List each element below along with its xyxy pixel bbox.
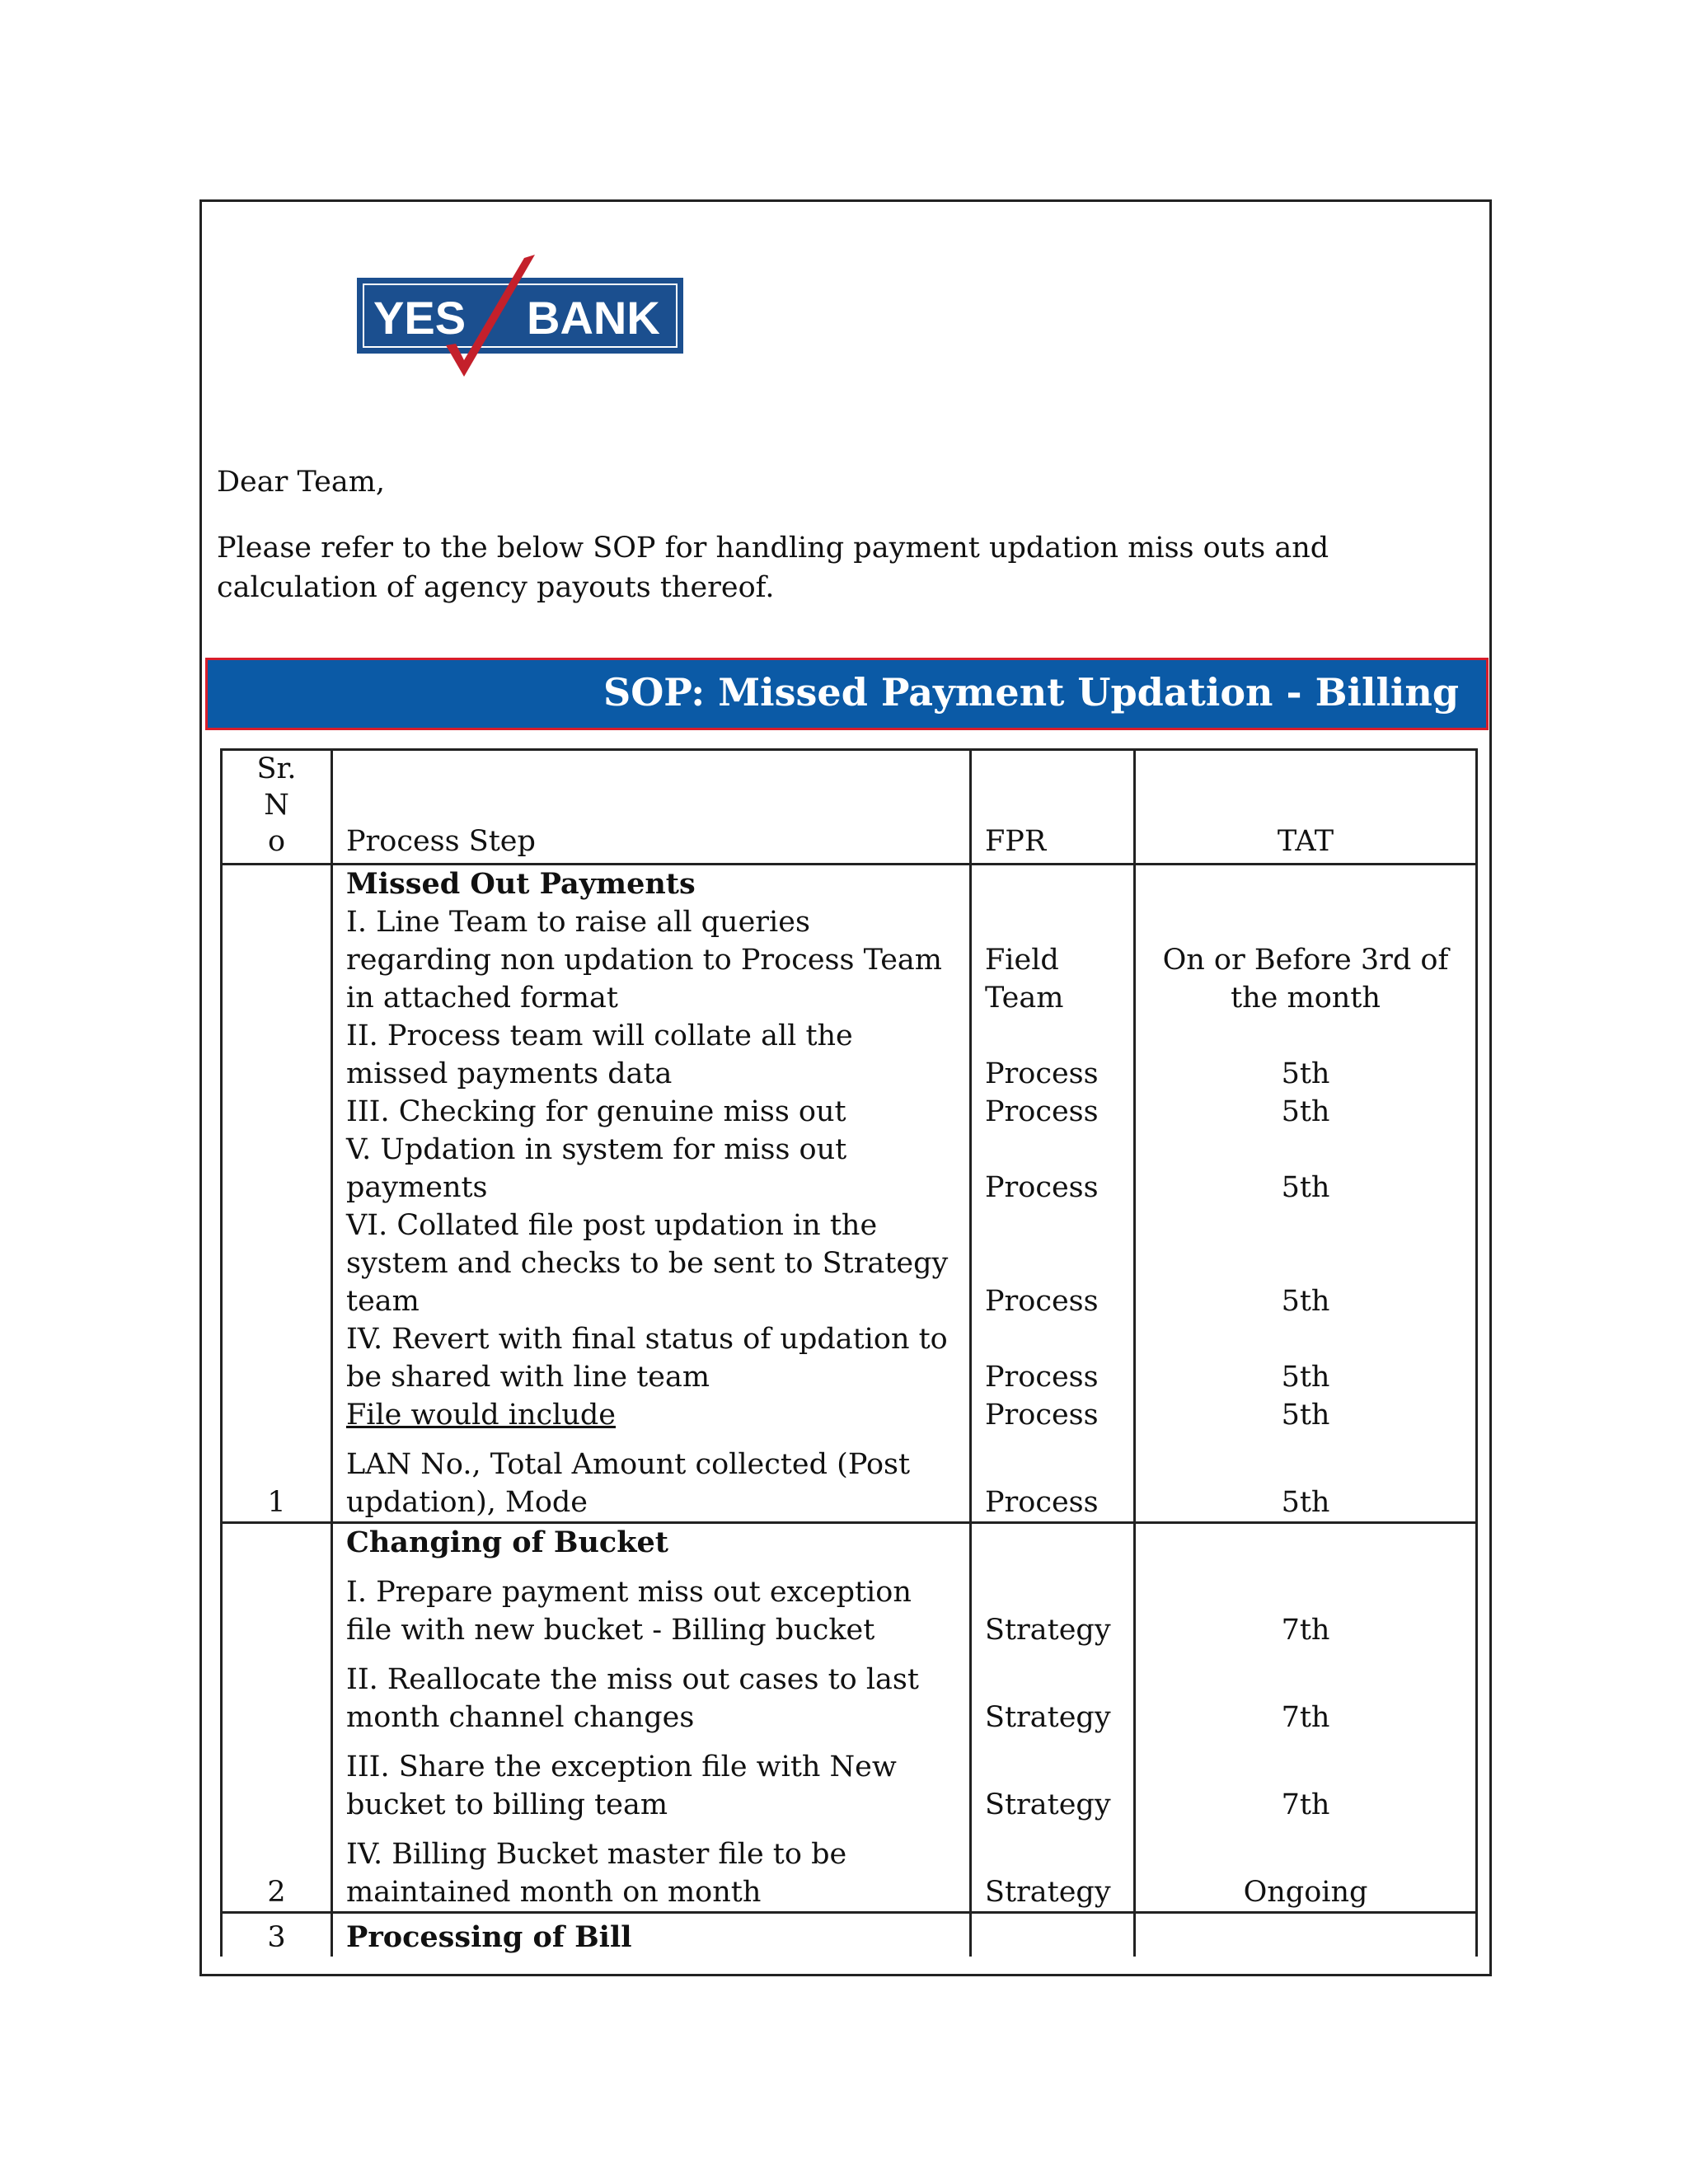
step-fpr: Process [971, 1017, 1135, 1093]
table-row [222, 1207, 1477, 1320]
intro-paragraph: Please refer to the below SOP for handling payment updation miss outs and calculation of agency payouts thereof. [217, 532, 1329, 604]
step-text: III. Share the exception file with New bucket to billing team [332, 1736, 971, 1824]
step-text: IV. Billing Bucket master file to be maintained month on month [332, 1824, 971, 1913]
step-text: IV. Revert with final status of updation to be shared with line team [332, 1320, 971, 1396]
document-frame [199, 199, 1492, 1976]
step-fpr: Process [971, 1131, 1135, 1207]
step-fpr: Process [971, 1207, 1135, 1320]
header-tat: TAT [1135, 750, 1477, 865]
table-row [222, 1017, 1477, 1093]
step-fpr: Process [971, 1396, 1135, 1434]
step-tat: 5th [1135, 1017, 1477, 1093]
logo-left-word: YES [373, 292, 467, 344]
step-text: VI. Collated file post updation in the system and checks to be sent to Strategy team [332, 1207, 971, 1320]
sop-banner [205, 658, 1489, 730]
step-fpr: Process [971, 1320, 1135, 1396]
step-text: II. Process team will collate all the missed payments data [332, 1017, 971, 1093]
table-row [222, 1736, 1477, 1824]
step-tat: 7th [1135, 1562, 1477, 1649]
step-text: LAN No., Total Amount collected (Post updation), Mode [332, 1434, 971, 1523]
section-number: 2 [222, 1523, 332, 1913]
step-text: I. Line Team to raise all queries regarding non updation to Process Team in attached format [332, 903, 971, 1017]
table-row [222, 1824, 1477, 1913]
step-text: V. Updation in system for miss out payments [332, 1131, 971, 1207]
step-fpr: Strategy [971, 1649, 1135, 1736]
table-row [222, 1649, 1477, 1736]
logo-right-word: BANK [527, 292, 660, 344]
step-text: II. Reallocate the miss out cases to last month channel changes [332, 1649, 971, 1736]
step-tat: 5th [1135, 1396, 1477, 1434]
table-row [222, 1396, 1477, 1434]
step-tat: 5th [1135, 1207, 1477, 1320]
banner-title: SOP: Missed Payment Updation - Billing [603, 670, 1460, 715]
section-number: 1 [222, 865, 332, 1523]
yes-bank-logo [355, 253, 685, 377]
table-row [222, 1562, 1477, 1649]
step-tat: 5th [1135, 1434, 1477, 1523]
step-tat: 5th [1135, 1131, 1477, 1207]
table-row [222, 1434, 1477, 1523]
table-row [222, 903, 1477, 1017]
step-fpr: Strategy [971, 1824, 1135, 1913]
sop-table [220, 748, 1478, 1957]
step-tat: 7th [1135, 1736, 1477, 1824]
step-fpr: Process [971, 1093, 1135, 1131]
step-fpr: Process [971, 1434, 1135, 1523]
step-fpr: Field Team [971, 903, 1135, 1017]
table-row [222, 1913, 1477, 1957]
header-sr-no: Sr. No [222, 750, 332, 865]
step-fpr: Strategy [971, 1736, 1135, 1824]
section-title: Processing of Bill [332, 1913, 971, 1957]
section-title: Missed Out Payments [332, 865, 971, 904]
step-fpr: Strategy [971, 1562, 1135, 1649]
step-tat: Ongoing [1135, 1824, 1477, 1913]
table-row [222, 1523, 1477, 1563]
step-tat: 7th [1135, 1649, 1477, 1736]
table-row [222, 1320, 1477, 1396]
header-process-step: Process Step [332, 750, 971, 865]
step-text: III. Checking for genuine miss out [332, 1093, 971, 1131]
table-row [222, 865, 1477, 904]
greeting: Dear Team, [217, 466, 386, 499]
table-header-row [222, 750, 1477, 865]
step-text: File would include [332, 1396, 971, 1434]
step-tat: 5th [1135, 1320, 1477, 1396]
table-row [222, 1093, 1477, 1131]
header-fpr: FPR [971, 750, 1135, 865]
step-tat: On or Before 3rd of the month [1135, 903, 1477, 1017]
step-text: I. Prepare payment miss out exception file with new bucket - Billing bucket [332, 1562, 971, 1649]
section-number: 3 [222, 1913, 332, 1957]
table-row [222, 1131, 1477, 1207]
section-title: Changing of Bucket [332, 1523, 971, 1563]
step-tat: 5th [1135, 1093, 1477, 1131]
